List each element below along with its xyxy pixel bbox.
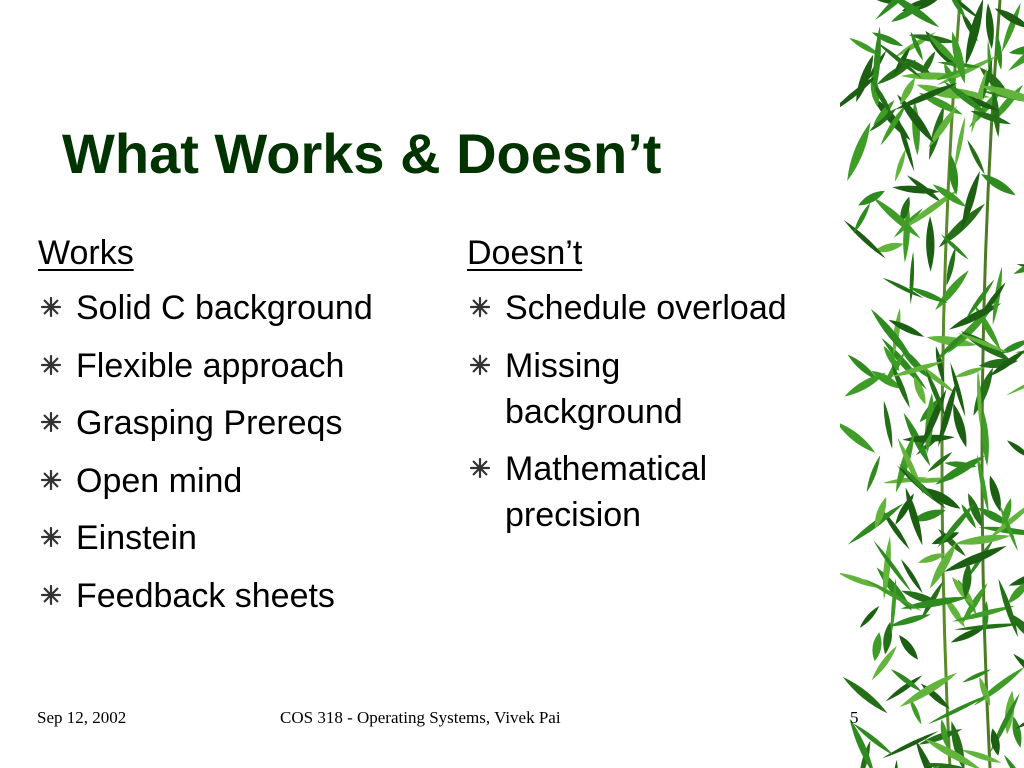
doesnt-column bbox=[467, 230, 857, 550]
list-item-text: Missing background bbox=[505, 346, 683, 431]
asterisk-bullet-icon bbox=[468, 456, 492, 480]
list-item bbox=[467, 343, 857, 435]
list-item-text: Feedback sheets bbox=[76, 576, 335, 615]
asterisk-bullet-icon bbox=[39, 468, 63, 492]
asterisk-bullet-icon bbox=[468, 353, 492, 377]
asterisk-bullet-icon bbox=[39, 410, 63, 434]
works-list bbox=[38, 285, 438, 619]
footer-date: Sep 12, 2002 bbox=[37, 708, 127, 727]
list-item bbox=[38, 400, 438, 446]
asterisk-bullet-icon bbox=[39, 295, 63, 319]
slide-title: What Works & Doesn’t bbox=[62, 122, 662, 185]
list-item bbox=[467, 285, 857, 331]
bamboo-leaves-decoration bbox=[840, 0, 1024, 768]
list-item bbox=[38, 285, 438, 331]
list-item bbox=[38, 573, 438, 619]
footer-course: COS 318 - Operating Systems, Vivek Pai bbox=[280, 708, 561, 727]
list-item-text: Einstein bbox=[76, 519, 197, 557]
list-item bbox=[38, 515, 438, 561]
list-item-text: Mathematical precision bbox=[505, 450, 708, 534]
list-item-text: Grasping Prereqs bbox=[76, 404, 343, 442]
list-item-text: Schedule overload bbox=[505, 289, 787, 327]
list-item-text: Solid C background bbox=[76, 289, 373, 327]
list-item-text: Flexible approach bbox=[76, 346, 345, 385]
list-item bbox=[38, 343, 438, 389]
asterisk-bullet-icon bbox=[39, 525, 63, 549]
footer-page-number: 5 bbox=[850, 708, 859, 727]
list-item-text: Open mind bbox=[76, 461, 243, 500]
list-item bbox=[38, 458, 438, 504]
list-item bbox=[467, 446, 857, 538]
doesnt-list bbox=[467, 285, 857, 538]
asterisk-bullet-icon bbox=[468, 295, 492, 319]
works-column bbox=[38, 230, 438, 630]
doesnt-heading: Doesn’t bbox=[467, 234, 583, 272]
asterisk-bullet-icon bbox=[39, 583, 63, 607]
asterisk-bullet-icon bbox=[39, 353, 63, 377]
works-heading: Works bbox=[38, 234, 134, 272]
